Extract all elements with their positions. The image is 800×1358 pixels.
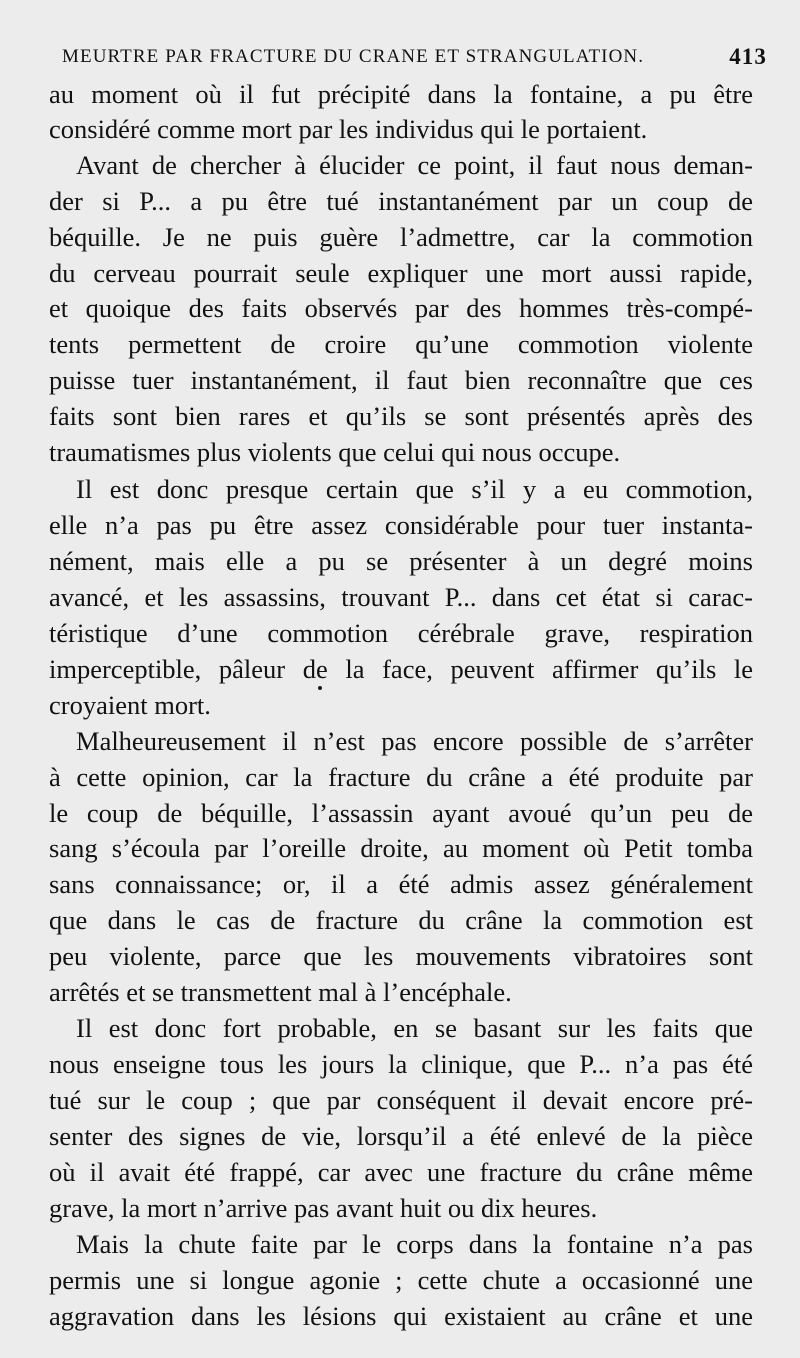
text-line: sang s’écoula par l’oreille droite, au moment où Petit tomba	[49, 833, 753, 863]
paragraph-first-line: Malheureusement il n’est pas encore possible de s’arrêter	[76, 726, 753, 756]
text-line: tué sur le coup ; que par conséquent il devait encore pré-	[49, 1085, 753, 1115]
text-line: aggravation dans les lésions qui existaient au crâne et une	[49, 1301, 753, 1331]
page-number: 413	[729, 44, 767, 69]
text-line: nément, mais elle a pu se présenter à un degré moins	[49, 546, 753, 576]
text-line: der si P... a pu être tué instantanément par un coup de	[49, 186, 753, 216]
text-line: sans connaissance; or, il a été admis assez généralement	[49, 869, 753, 899]
body-text	[49, 76, 753, 1331]
text-line: du cerveau pourrait seule expliquer une mort aussi rapide,	[49, 258, 753, 288]
text-line: considéré comme mort par les individus qui le portaient.	[49, 114, 648, 144]
text-line: nous enseigne tous les jours la clinique, que P... n’a pas été	[49, 1049, 753, 1079]
text-line: croyaient mort.	[49, 690, 211, 720]
text-line: béquille. Je ne puis guère l’admettre, car la commotion	[49, 222, 753, 252]
text-line: avancé, et les assassins, trouvant P... dans cet état si carac-	[49, 582, 753, 612]
running-title: MEURTRE PAR FRACTURE DU CRANE ET STRANGULATION.	[62, 46, 645, 67]
text-line: et quoique des faits observés par des hommes très-compé-	[49, 293, 753, 323]
text-line: tents permettent de croire qu’une commotion violente	[49, 329, 753, 359]
text-line: senter des signes de vie, lorsqu’il a été enlevé de la pièce	[49, 1121, 753, 1151]
text-line: téristique d’une commotion cérébrale grave, respiration	[49, 618, 753, 648]
text-line: imperceptible, pâleur de la face, peuvent affirmer qu’ils le	[49, 654, 753, 684]
scan-speck	[318, 686, 322, 690]
text-line: permis une si longue agonie ; cette chute a occasionné une	[49, 1265, 753, 1295]
text-line: traumatismes plus violents que celui qui nous occupe.	[49, 437, 621, 467]
text-line: arrêtés et se transmettent mal à l’encéphale.	[49, 977, 512, 1007]
text-line: à cette opinion, car la fracture du crâne a été produite par	[49, 762, 753, 792]
paragraph-first-line: Il est donc presque certain que s’il y a eu commotion,	[76, 474, 753, 504]
text-line: où il avait été frappé, car avec une fracture du crâne même	[49, 1157, 753, 1187]
text-line: au moment où il fut précipité dans la fontaine, a pu être	[49, 79, 753, 109]
running-header	[62, 40, 767, 74]
paragraph-first-line: Mais la chute faite par le corps dans la fontaine n’a pas	[76, 1229, 753, 1259]
text-line: peu violente, parce que les mouvements vibratoires sont	[49, 941, 753, 971]
text-line: faits sont bien rares et qu’ils se sont présentés après des	[49, 401, 753, 431]
text-line: grave, la mort n’arrive pas avant huit ou dix heures.	[49, 1193, 598, 1223]
paragraph-first-line: Avant de chercher à élucider ce point, il faut nous deman-	[76, 150, 753, 180]
paragraph-first-line: Il est donc fort probable, en se basant sur les faits que	[76, 1013, 753, 1043]
text-line: elle n’a pas pu être assez considérable pour tuer instanta-	[49, 510, 753, 540]
text-line: le coup de béquille, l’assassin ayant avoué qu’un peu de	[49, 798, 753, 828]
text-line: que dans le cas de fracture du crâne la commotion est	[49, 905, 753, 935]
text-line: puisse tuer instantanément, il faut bien reconnaître que ces	[49, 365, 753, 395]
